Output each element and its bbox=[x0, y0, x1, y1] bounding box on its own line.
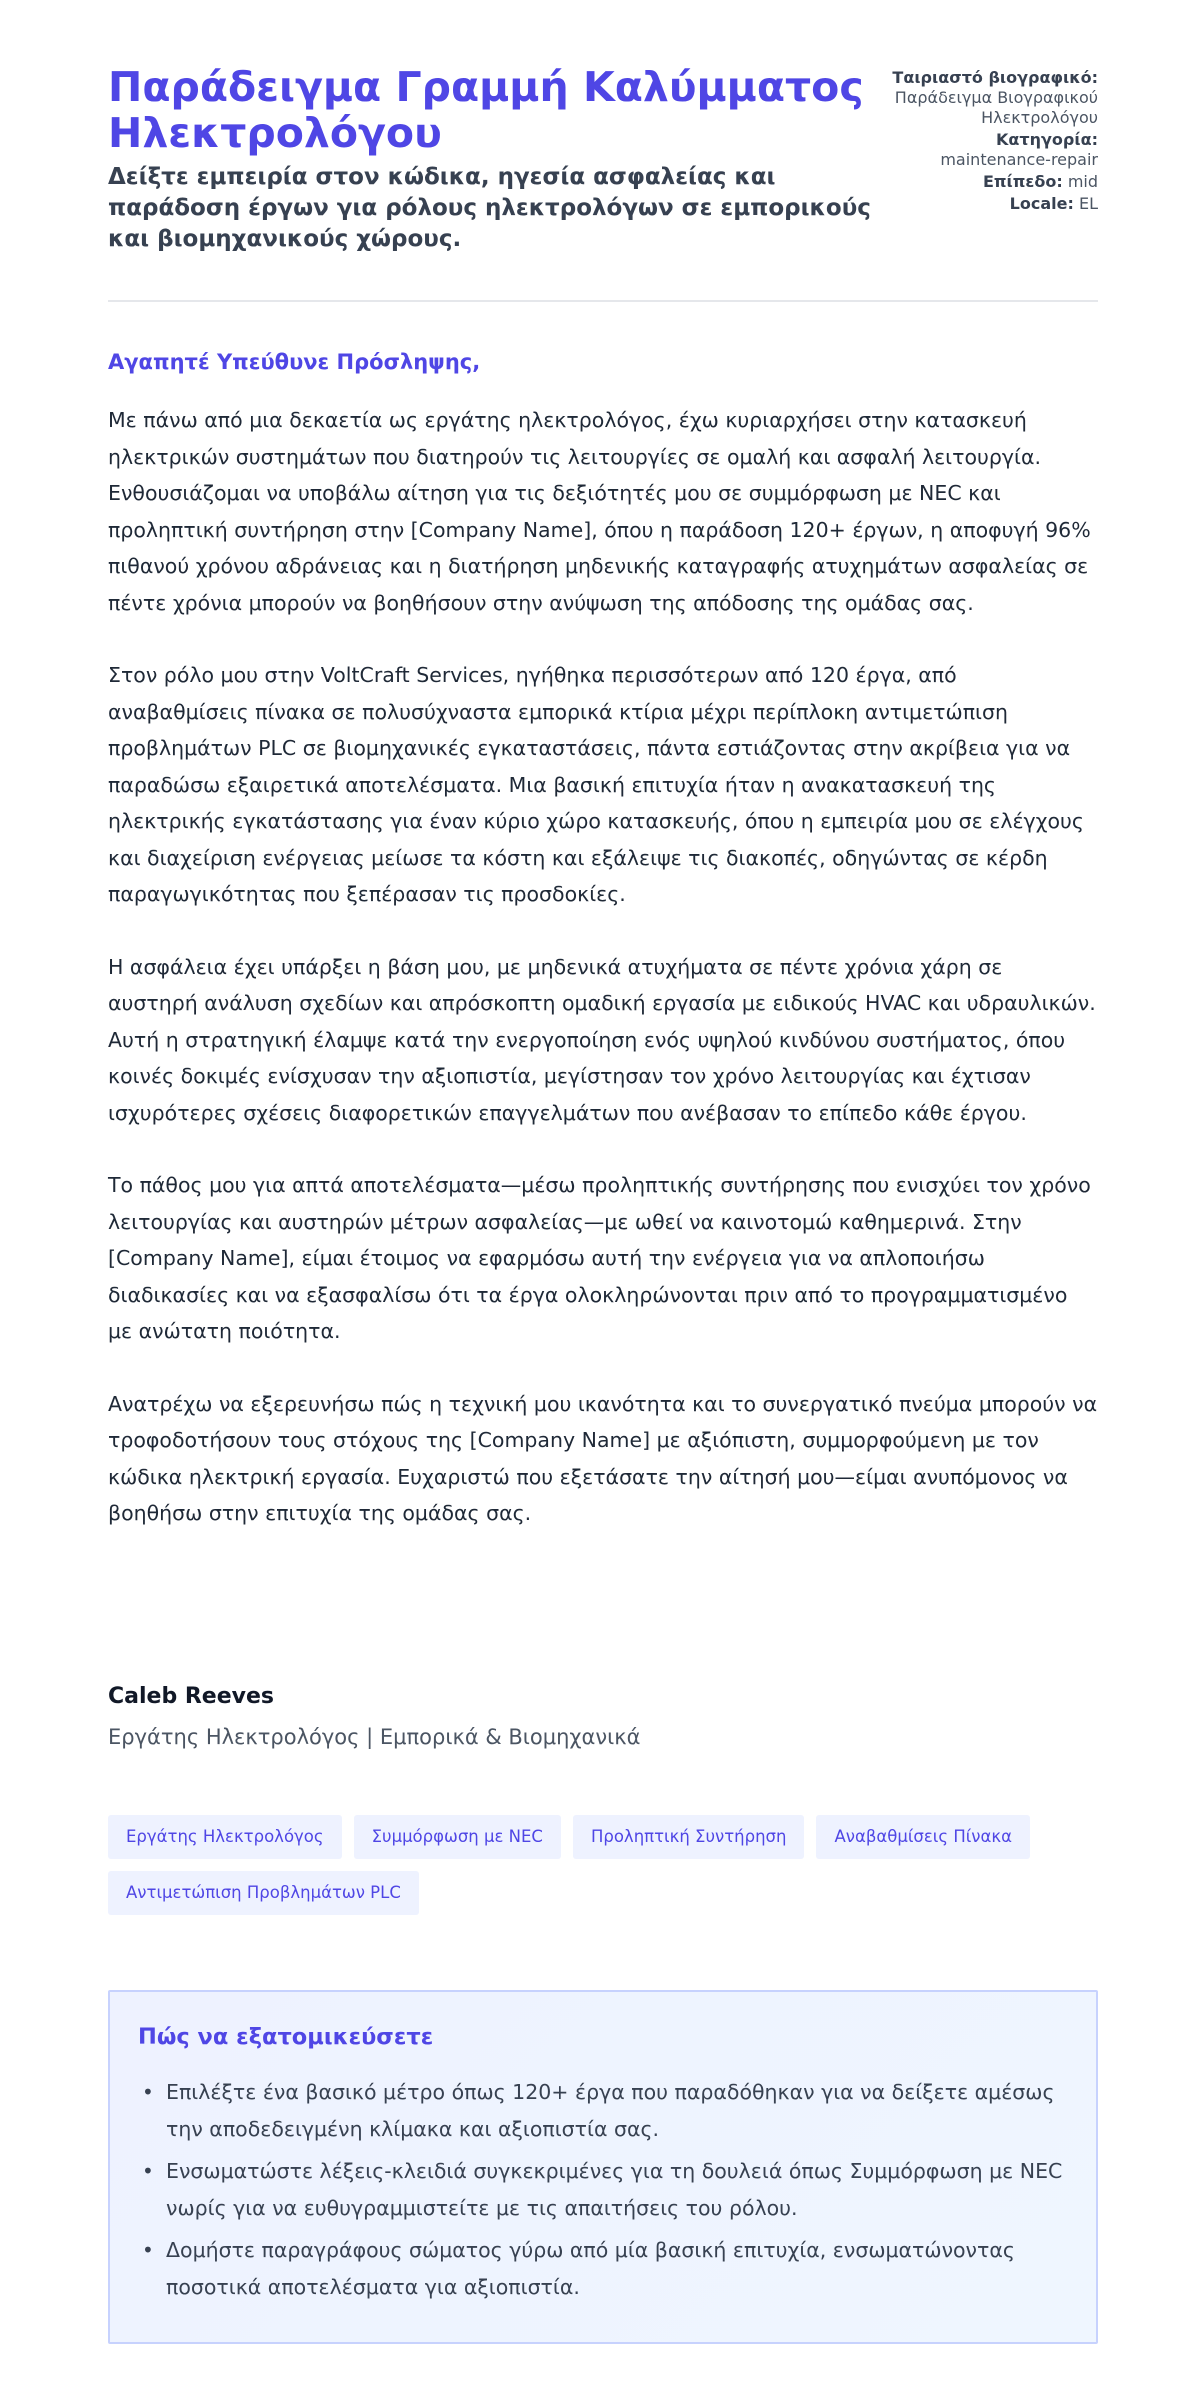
meta-level-label: Επίπεδο: bbox=[982, 172, 1063, 191]
meta-match-row bbox=[888, 68, 1098, 128]
keyword-tag: Συμμόρφωση με NEC bbox=[354, 1815, 561, 1859]
meta-level-row bbox=[888, 172, 1098, 192]
meta-locale-value: EL bbox=[1078, 194, 1098, 213]
customize-tips-box bbox=[108, 1990, 1098, 2344]
signature-title: Εργάτης Ηλεκτρολόγος | Εμπορικά & Βιομηχανικά bbox=[108, 1725, 641, 1749]
meta-category-value: maintenance-repair bbox=[940, 150, 1098, 169]
letter-paragraph: Στον ρόλο μου στην VoltCraft Services, ηγήθηκα περισσότερων από 120 έργα, από αναβαθμίσεις πίνακα σε πολυσύχναστα εμπορικά κτίρια μέχρι περίπλοκη αντιμετώπιση προβλημάτων PLC σε βιομηχανικές εγκαταστάσεις, πάντα εστιάζοντας στην ακρίβεια για να παραδώσω εξαιρετικά αποτελέσματα. Μια βασική επιτυχία ήταν η ανακατασκευή της ηλεκτρικής εγκατάστασης για έναν κύριο χώρο κατασκευής, όπου η εμπειρία μου σε ελέγχους και διαχείριση ενέργειας μείωσε τα κόστη και εξάλειψε τις διακοπές, οδηγώντας σε κέρδη παραγωγικότητας που ξεπέρασαν τις προσδοκίες. bbox=[108, 663, 1084, 906]
page-title: Παράδειγμα Γραμμή Καλύμματος Ηλεκτρολόγου bbox=[108, 63, 864, 157]
tip-item bbox=[138, 2074, 1068, 2147]
keyword-tags bbox=[108, 1815, 1098, 1915]
keyword-tag: Προληπτική Συντήρηση bbox=[573, 1815, 805, 1859]
page-content bbox=[108, 0, 1098, 2299]
page-header bbox=[108, 0, 1098, 302]
keyword-tag: Αντιμετώπιση Προβλημάτων PLC bbox=[108, 1871, 419, 1915]
letter-paragraph: Ανατρέχω να εξερευνήσω πώς η τεχνική μου ικανότητα και το συνεργατικό πνεύμα μπορούν να τροφοδοτήσουν τους στόχους της [Company Name] με αξιόπιστη, συμμορφούμενη με τον κώδικα ηλεκτρική εργασία. Ευχαριστώ που εξετάσατε την αίτησή μου—είμαι ανυπόμονος να βοηθήσω στην επιτυχία της ομάδας σας. bbox=[108, 1391, 1098, 1525]
letter-paragraph: Η ασφάλεια έχει υπάρξει η βάση μου, με μηδενικά ατυχήματα σε πέντε χρόνια χάρη σε αυστηρή ανάλυση σχεδίων και απρόσκοπτη ομαδική εργασία με ειδικούς HVAC και υδραυλικών. Αυτή η στρατηγική έλαμψε κατά την ενεργοποίηση ενός υψηλού κινδύνου συστήματος, όπου κοινές δοκιμές ενίσχυσαν την αξιοπιστία, μεγίστησαν τον χρόνο λειτουργίας και έχτισαν ισχυρότερες σχέσεις διαφορετικών επαγγελμάτων που ανέβασαν το επίπεδο κάθε έργου. bbox=[108, 954, 1096, 1125]
tip-text: Ενσωματώστε λέξεις-κλειδιά συγκεκριμένες για τη δουλειά όπως Συμμόρφωση με NEC νωρίς για να ευθυγραμμιστείτε με τις απαιτήσεις του ρόλου. bbox=[166, 2159, 1063, 2220]
tip-text: Δομήστε παραγράφους σώματος γύρω από μία βασική επιτυχία, ενσωματώνοντας ποσοτικά αποτελέσματα για αξιοπιστία. bbox=[166, 2238, 1015, 2299]
tips-title: Πώς να εξατομικεύσετε bbox=[138, 2024, 434, 2050]
keyword-tag: Αναβαθμίσεις Πίνακα bbox=[816, 1815, 1030, 1859]
bullet-icon: • bbox=[142, 2159, 154, 2183]
letter-paragraph: Με πάνω από μια δεκαετία ως εργάτης ηλεκτρολόγος, έχω κυριαρχήσει στην κατασκευή ηλεκτρικών συστημάτων που διατηρούν τις λειτουργίες σε ομαλή και ασφαλή λειτουργία. Ενθουσιάζομαι να υποβάλω αίτηση για τις δεξιότητές μου σε συμμόρφωση με NEC και προληπτική συντήρηση στην [Company Name], όπου η παράδοση 120+ έργων, η αποφυγή 96% πιθανού χρόνου αδράνειας και η διατήρηση μηδενικής καταγραφής ατυχημάτων ασφαλείας σε πέντε χρόνια μπορούν να βοηθήσουν στην ανύψωση της απόδοσης της ομάδας σας. bbox=[108, 408, 1091, 615]
meta-match-value[interactable]: Παράδειγμα Βιογραφικού Ηλεκτρολόγου bbox=[894, 88, 1098, 127]
bullet-icon: • bbox=[142, 2238, 154, 2262]
tip-item bbox=[138, 2232, 1068, 2305]
meta-level-value: mid bbox=[1067, 172, 1098, 191]
tips-list bbox=[138, 2074, 1068, 2311]
letter-salutation: Αγαπητέ Υπεύθυνε Πρόσληψης, bbox=[108, 350, 481, 374]
tip-text: Επιλέξτε ένα βασικό μέτρο όπως 120+ έργα που παραδόθηκαν για να δείξετε αμέσως την αποδεδειγμένη κλίμακα και αξιοπιστία σας. bbox=[166, 2080, 1055, 2141]
resume-meta bbox=[888, 68, 1098, 214]
keyword-tag: Εργάτης Ηλεκτρολόγος bbox=[108, 1815, 342, 1859]
meta-category-label: Κατηγορία: bbox=[996, 130, 1098, 149]
tip-item bbox=[138, 2153, 1068, 2226]
meta-category-row bbox=[888, 130, 1098, 170]
letter-paragraph: Το πάθος μου για απτά αποτελέσματα—μέσω προληπτικής συντήρησης που ενισχύει τον χρόνο λειτουργίας και αυστηρών μέτρων ασφαλείας—με ωθεί να καινοτομώ καθημερινά. Στην [Company Name], είμαι έτοιμος να εφαρμόσω αυτή την ενέργεια για να απλοποιήσω διαδικασίες και να εξασφαλίσω ότι τα έργα ολοκληρώνονται πριν από το προγραμματισμένο με ανώτατη ποιότητα. bbox=[108, 1173, 1091, 1343]
meta-match-label: Ταιριαστό βιογραφικό: bbox=[892, 68, 1098, 87]
letter-body bbox=[108, 402, 1098, 1568]
bullet-icon: • bbox=[142, 2080, 154, 2104]
meta-locale-label: Locale: bbox=[1009, 194, 1074, 213]
signature-name: Caleb Reeves bbox=[108, 1684, 274, 1709]
meta-locale-row bbox=[888, 194, 1098, 214]
page-subtitle: Δείξτε εμπειρία στον κώδικα, ηγεσία ασφαλείας και παράδοση έργων για ρόλους ηλεκτρολόγων σε εμπορικούς και βιομηχανικούς χώρους. bbox=[108, 164, 871, 252]
